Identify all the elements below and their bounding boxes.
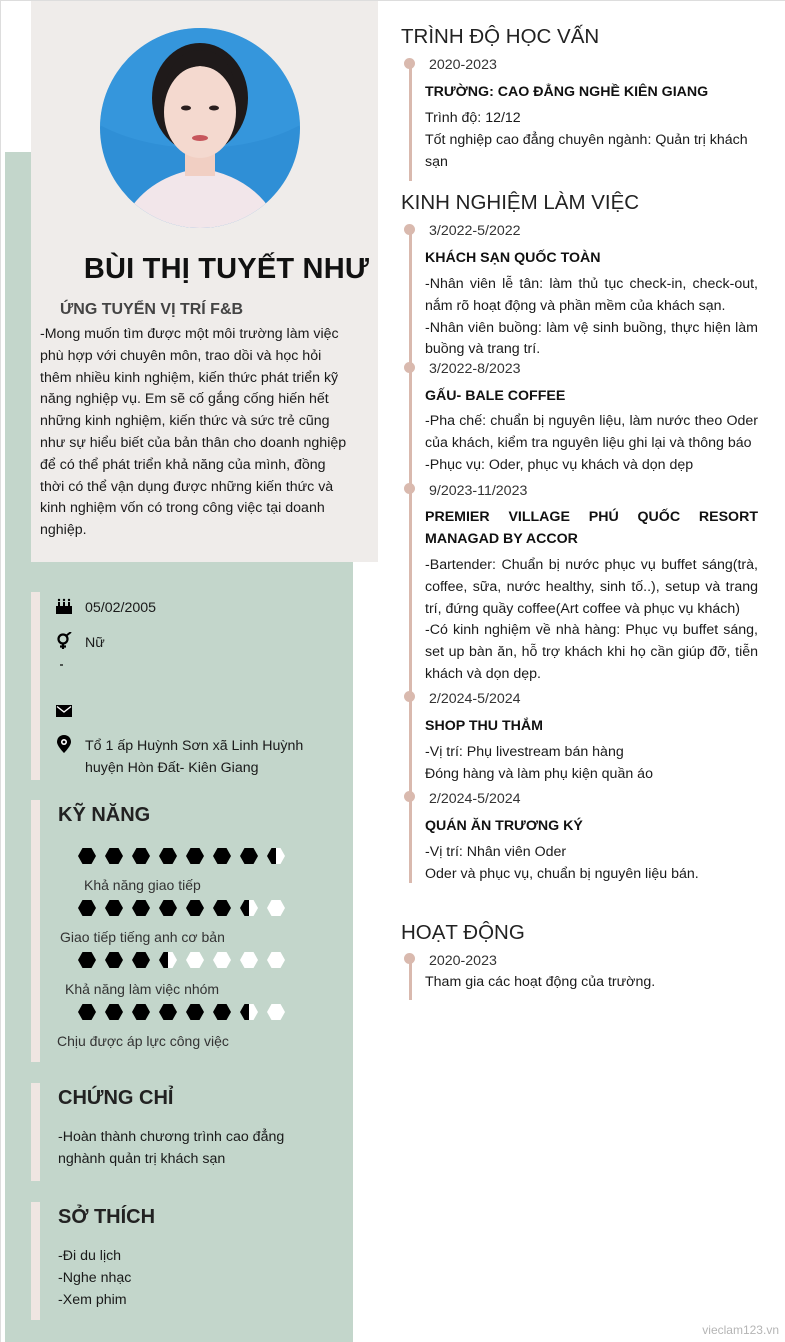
job-description-line: -Pha chế: chuẩn bị nguyên liệu, làm nước theo Oder của khách, kiểm tra nguyên liệu ghi lại và thông báo <box>425 413 758 451</box>
mail-icon <box>55 702 73 720</box>
timeline-dot <box>404 362 415 373</box>
job-description-line: -Nhân viên lễ tân: làm thủ tục check-in, check-out, nắm rõ hoạt động và phần mềm của khách sạn. <box>425 276 758 314</box>
contact-gender <box>55 632 105 654</box>
skill-dot <box>132 952 150 968</box>
activity-detail: Tham gia các hoạt động của trường. <box>425 974 656 990</box>
education-timeline <box>409 63 412 181</box>
birthday-value: 05/02/2005 <box>85 600 157 616</box>
job-description-line: -Phục vụ: Oder, phục vụ khách và dọn dẹp <box>425 456 694 473</box>
contact-address <box>55 735 303 779</box>
skill-dot <box>105 1004 123 1020</box>
hobbies-list <box>58 1246 131 1311</box>
job-description-line: Oder và phục vụ, chuẩn bị nguyên liệu bán. <box>425 865 699 882</box>
job-description-line: -Vị trí: Nhân viên Oder <box>425 844 567 860</box>
education-detail: Tốt nghiệp cao đẳng chuyên ngành: Quản trị khách sạn <box>425 132 748 170</box>
certificate-line-2: nghành quản trị khách sạn <box>58 1150 226 1167</box>
job-description <box>425 742 758 786</box>
skill-dot <box>213 900 231 916</box>
skill-label-4: Chịu được áp lực công việc <box>57 1033 229 1049</box>
skill-dot <box>78 952 96 968</box>
skill-dot <box>132 1004 150 1020</box>
skill-dot <box>213 848 231 864</box>
skill-rating-1 <box>78 848 294 864</box>
skill-dot <box>213 1004 231 1020</box>
timeline-dot <box>404 58 415 69</box>
job-description-line: -Có kinh nghiệm về nhà hàng: Phục vụ buffet sáng, set up bàn ăn, hỗ trợ khách khi họ cần giúp đỡ, tiễn khách và dọn dẹp. <box>425 622 758 682</box>
skill-label-2: Giao tiếp tiếng anh cơ bản <box>60 929 225 945</box>
skill-dot <box>186 952 204 968</box>
candidate-name: BÙI THỊ TUYẾT NHƯ <box>83 253 370 285</box>
job-date: 3/2022-8/2023 <box>429 361 521 377</box>
skill-rating-2 <box>78 900 294 916</box>
job-date: 9/2023-11/2023 <box>429 483 528 499</box>
career-objective: -Mong muốn tìm được một môi trường làm việc phù hợp với chuyên môn, trao dồi và học hỏi thêm nhiều kinh nghiệm, kiến thức phát triển kỹ năng nghiệp vụ. Em sẽ cố gắng cống hiến hết những kinh nghiệm, kiến thức và sức trẻ cũng như sự hiểu biết của bản thân cho doanh nghiệp để có thể phát triển khả năng của mình, đồng thời có thể vận dụng được những kiến thức và kinh nghiệm vốn có trong công việc tại doanh nghiệp. <box>40 326 347 539</box>
timeline-dot <box>404 483 415 494</box>
phone-icon <box>55 663 73 681</box>
timeline-dot <box>404 691 415 702</box>
location-pin-icon <box>55 735 73 753</box>
education-school: TRƯỜNG: CAO ĐẲNG NGHỀ KIÊN GIANG <box>425 84 709 100</box>
certificates-accent-bar <box>31 1083 40 1181</box>
contact-birthday <box>55 597 156 619</box>
contact-phone <box>55 663 85 681</box>
skill-dot <box>159 900 177 916</box>
job-company: KHÁCH SẠN QUỐC TOÀN <box>425 250 601 266</box>
timeline-dot <box>404 224 415 235</box>
address-value <box>85 735 303 779</box>
certificate-line-1: -Hoàn thành chương trình cao đẳng <box>58 1129 285 1145</box>
skill-label-1: Khả năng giao tiếp <box>84 877 201 893</box>
skills-title: KỸ NĂNG <box>58 804 151 826</box>
skill-dot <box>159 952 177 968</box>
experience-title: KINH NGHIỆM LÀM VIỆC <box>401 191 640 214</box>
job-description <box>425 842 758 886</box>
job-description <box>425 411 758 476</box>
skill-label-3: Khả năng làm việc nhóm <box>65 981 220 997</box>
timeline-dot <box>404 953 415 964</box>
job-description-line: -Vị trí: Phụ livestream bán hàng <box>425 744 624 760</box>
hobbies-accent-bar <box>31 1202 40 1320</box>
gender-value: Nữ <box>85 635 105 651</box>
skill-dot <box>186 1004 204 1020</box>
skill-dot <box>105 952 123 968</box>
skill-dot <box>267 1004 285 1020</box>
experience-timeline <box>409 229 412 883</box>
timeline-dot <box>404 791 415 802</box>
job-date: 3/2022-5/2022 <box>429 223 521 239</box>
skill-rating-3 <box>78 952 294 968</box>
skill-dot <box>240 900 258 916</box>
education-level: Trình độ: 12/12 <box>425 110 521 126</box>
job-description <box>425 555 758 686</box>
skill-dot <box>159 1004 177 1020</box>
job-company: GẤU- BALE COFFEE <box>425 388 566 404</box>
skill-dot <box>240 848 258 864</box>
contact-accent-bar <box>31 592 40 780</box>
job-description-line: Đóng hàng và làm phụ kiện quần áo <box>425 765 653 782</box>
skill-dot <box>267 848 285 864</box>
certificates-title: CHỨNG CHỈ <box>58 1087 174 1109</box>
skill-dot <box>132 900 150 916</box>
job-date: 2/2024-5/2024 <box>429 791 521 807</box>
hobby-item: -Xem phim <box>58 1291 127 1308</box>
activities-timeline <box>409 958 412 1000</box>
job-description-line: -Nhân viên buồng: làm vệ sinh buồng, thực hiện làm buồng và trang trí. <box>425 319 758 358</box>
skills-accent-bar <box>31 800 40 1062</box>
avatar-photo <box>100 28 300 228</box>
avatar <box>100 28 300 228</box>
education-date: 2020-2023 <box>429 57 497 73</box>
address-line-2: huyện Hòn Đất- Kiên Giang <box>85 760 259 776</box>
job-company: SHOP THU THẮM <box>425 718 543 734</box>
activity-date: 2020-2023 <box>429 953 497 969</box>
skill-dot <box>78 848 96 864</box>
skill-dot <box>105 900 123 916</box>
skill-dot <box>105 848 123 864</box>
hobby-item: -Nghe nhạc <box>58 1269 132 1286</box>
birthday-cake-icon <box>55 597 73 615</box>
contact-email <box>55 702 85 720</box>
education-title: TRÌNH ĐỘ HỌC VẤN <box>401 25 600 48</box>
skill-dot <box>78 900 96 916</box>
certificates-text <box>58 1127 284 1171</box>
address-line-1: Tổ 1 ấp Huỳnh Sơn xã Linh Huỳnh <box>85 738 304 754</box>
skill-rating-4 <box>78 1004 294 1020</box>
skill-dot <box>132 848 150 864</box>
applied-position: ỨNG TUYỂN VỊ TRÍ F&B <box>60 301 244 318</box>
job-company: PREMIER VILLAGE PHÚ QUỐC RESORT MANAGAD BY ACCOR <box>425 509 758 547</box>
skill-dot <box>186 900 204 916</box>
skill-dot <box>213 952 231 968</box>
hobby-item: -Đi du lịch <box>58 1248 122 1264</box>
skill-dot <box>240 1004 258 1020</box>
skill-dot <box>186 848 204 864</box>
gender-icon <box>55 632 73 650</box>
hobbies-title: SỞ THÍCH <box>58 1206 156 1228</box>
job-description <box>425 274 758 361</box>
skill-dot <box>267 952 285 968</box>
job-company: QUÁN ĂN TRƯƠNG KÝ <box>425 818 583 834</box>
skill-dot <box>267 900 285 916</box>
watermark: vieclam123.vn <box>702 1323 779 1337</box>
activities-title: HOẠT ĐỘNG <box>401 921 525 944</box>
skill-dot <box>78 1004 96 1020</box>
skill-dot <box>240 952 258 968</box>
job-date: 2/2024-5/2024 <box>429 691 521 707</box>
job-description-line: -Bartender: Chuẩn bị nước phục vụ buffet sáng(trà, coffee, sữa, nước healthy, sinh tố..), setup và trang trí, đứng quầy coffee(Art coffee và phục vụ khách) <box>425 557 758 617</box>
skill-dot <box>159 848 177 864</box>
